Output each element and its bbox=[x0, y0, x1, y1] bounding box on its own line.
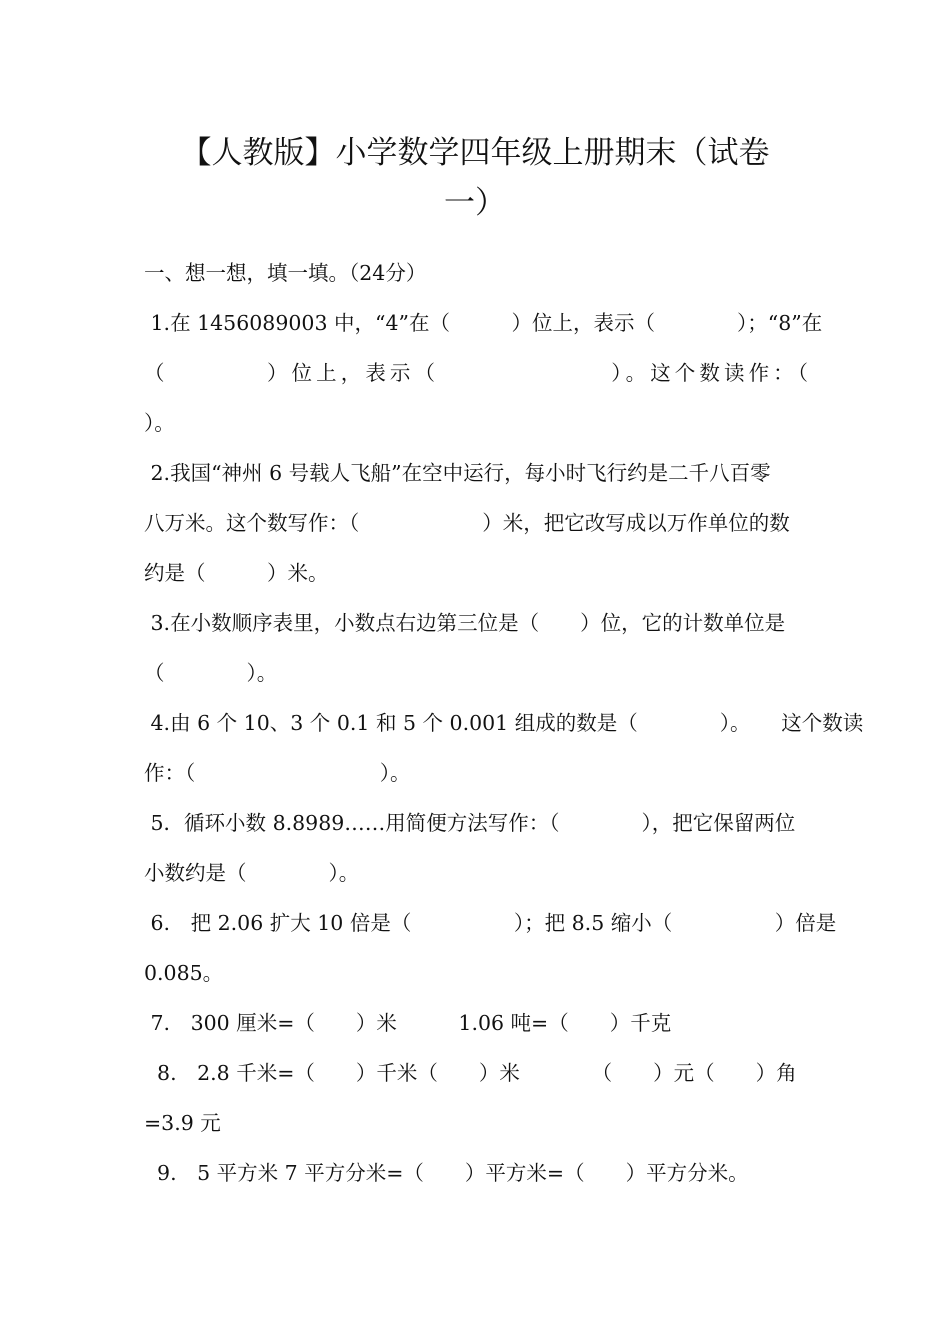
question-line: 1.在 1456089003 中，“4”在（ ）位上，表示（ ）；“8”在 bbox=[144, 311, 823, 335]
question-line: 0.085。 bbox=[144, 961, 224, 985]
title-line-2: 一） bbox=[444, 185, 506, 221]
question-line: 2.我国“神州 6 号载人飞船”在空中运行，每小时飞行约是二千八百零 bbox=[144, 461, 771, 485]
question-line: 9. 5 平方米 7 平方分米=（ ）平方米=（ ）平方分米。 bbox=[144, 1161, 749, 1185]
question-line: 八万米。这个数写作：（ ）米，把它改写成以万作单位的数 bbox=[144, 511, 790, 535]
question-line: 小数约是（ ）。 bbox=[144, 861, 360, 885]
exam-title bbox=[120, 128, 830, 228]
question-line: ）。 bbox=[144, 411, 175, 435]
question-line: =3.9 元 bbox=[144, 1111, 221, 1135]
question-line: 约是（ ）米。 bbox=[144, 561, 329, 585]
question-line: （ ）。 bbox=[144, 661, 278, 685]
question-line: 8. 2.8 千米=（ ）千米（ ）米 （ ）元（ ）角 bbox=[144, 1061, 797, 1085]
question-line: 7. 300 厘米=（ ）米 1.06 吨=（ ）千克 bbox=[144, 1011, 672, 1035]
question-line: 5．循环小数 8.8989……用简便方法写作：（ ），把它保留两位 bbox=[144, 811, 796, 835]
question-line: （ ）位上，表示（ ）。这个数读作：（ bbox=[144, 361, 808, 385]
question-line: 作：（ ）。 bbox=[144, 761, 411, 785]
title-line-1: 【人教版】小学数学四年级上册期末（试卷 bbox=[180, 135, 770, 171]
section-heading: 一、想一想，填一填。（24分） bbox=[144, 261, 427, 285]
question-line: 6. 把 2.06 扩大 10 倍是（ ）；把 8.5 缩小（ ）倍是 bbox=[144, 911, 837, 935]
question-line: 3.在小数顺序表里，小数点右边第三位是（ ）位，它的计数单位是 bbox=[144, 611, 786, 635]
question-line: 4.由 6 个 10、3 个 0.1 和 5 个 0.001 组成的数是（ ）。 这个数读 bbox=[144, 711, 864, 735]
